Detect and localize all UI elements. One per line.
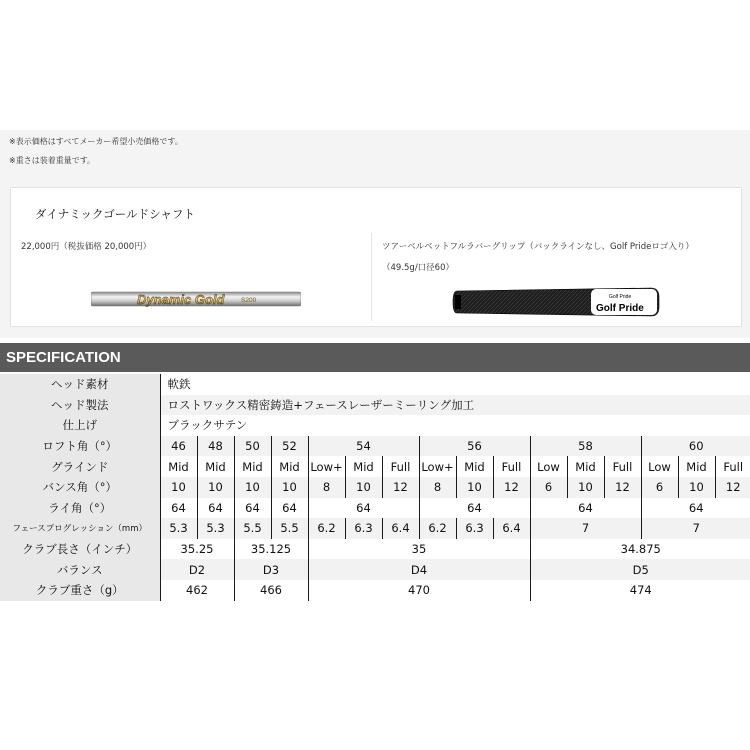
row-label: ヘッド製法	[0, 395, 160, 416]
spec-cell: Mid	[678, 456, 715, 477]
row-label: ライ角（°）	[0, 498, 160, 519]
spec-cell: Mid	[345, 456, 382, 477]
spec-cell: D3	[234, 559, 308, 580]
shaft-image	[91, 289, 301, 309]
spec-cell: Full	[604, 456, 641, 477]
spec-cell: 10	[678, 477, 715, 498]
row-label: ロフト角（°）	[0, 436, 160, 457]
row-label: バンス角（°）	[0, 477, 160, 498]
spec-row-length	[0, 539, 750, 560]
spec-cell: 6	[641, 477, 678, 498]
spec-cell: 10	[160, 477, 197, 498]
spec-row-finish	[0, 415, 750, 436]
spec-cell: 7	[530, 518, 641, 539]
spec-title: SPECIFICATION	[0, 343, 750, 372]
spec-cell: 60	[641, 436, 750, 457]
spec-row-weight	[0, 580, 750, 601]
spec-cell: 5.5	[234, 518, 271, 539]
spec-cell: 46	[160, 436, 197, 457]
spec-cell: 56	[419, 436, 530, 457]
spec-cell: 7	[641, 518, 750, 539]
spec-cell: Mid	[197, 456, 234, 477]
spec-cell: Mid	[234, 456, 271, 477]
spec-cell: 6.2	[419, 518, 456, 539]
row-label: フェースプログレッション（mm）	[0, 518, 160, 539]
spec-cell: 64	[271, 498, 308, 519]
shaft-brand-text: Dynamic Gold	[137, 292, 225, 307]
spec-cell: 64	[641, 498, 750, 519]
spec-cell: Low+	[419, 456, 456, 477]
spec-cell: 10	[456, 477, 493, 498]
spec-cell: Mid	[567, 456, 604, 477]
spec-cell: 52	[271, 436, 308, 457]
row-label: ヘッド素材	[0, 374, 160, 395]
spec-row-grind	[0, 456, 750, 477]
spec-cell: 64	[197, 498, 234, 519]
spec-cell: 5.3	[197, 518, 234, 539]
spec-cell: Full	[382, 456, 419, 477]
grip-description: ツアーベルベットフルラバーグリップ（バックラインなし、Golf Prideロゴ入り）	[382, 242, 694, 252]
spec-row-head-process	[0, 395, 750, 416]
svg-text:Golf Pride: Golf Pride	[609, 294, 632, 300]
spec-row-progression	[0, 518, 750, 539]
spec-cell: 8	[308, 477, 345, 498]
spec-cell: 6.4	[382, 518, 419, 539]
spec-cell: Full	[715, 456, 750, 477]
spec-cell: 48	[197, 436, 234, 457]
spec-cell: 5.5	[271, 518, 308, 539]
spec-cell: Low	[530, 456, 567, 477]
grip-spec: （49.5g/口径60）	[382, 263, 455, 273]
grip-brand-text: Golf Pride	[596, 303, 644, 314]
row-label: バランス	[0, 559, 160, 580]
spec-cell: Low	[641, 456, 678, 477]
spec-cell: 474	[530, 580, 750, 601]
row-value: ブラックサテン	[160, 415, 750, 436]
spec-cell: 6.2	[308, 518, 345, 539]
spec-cell: 6	[530, 477, 567, 498]
spec-cell: 10	[197, 477, 234, 498]
spec-cell: 12	[715, 477, 750, 498]
spec-cell: Mid	[456, 456, 493, 477]
spec-cell: 64	[530, 498, 641, 519]
spec-table	[0, 374, 750, 601]
spec-cell: 10	[271, 477, 308, 498]
spec-cell: 64	[419, 498, 530, 519]
spec-row-balance	[0, 559, 750, 580]
spec-cell: 10	[234, 477, 271, 498]
price-note: ※表示価格はすべてメーカー希望小売価格です。	[9, 137, 183, 146]
spec-row-head-material	[0, 374, 750, 395]
spec-cell: 10	[567, 477, 604, 498]
spec-cell: 35	[308, 539, 530, 560]
spec-cell: 64	[308, 498, 419, 519]
spec-row-lie	[0, 498, 750, 519]
shaft-price: 22,000円（税抜価格 20,000円）	[21, 242, 152, 252]
grip-image	[451, 285, 661, 319]
spec-cell: 64	[234, 498, 271, 519]
spec-cell: D4	[308, 559, 530, 580]
spec-cell: 466	[234, 580, 308, 601]
spec-cell: 35.125	[234, 539, 308, 560]
spec-cell: 8	[419, 477, 456, 498]
spec-cell: 6.4	[493, 518, 530, 539]
spec-cell: 50	[234, 436, 271, 457]
weight-note: ※重さは装着重量です。	[9, 156, 96, 165]
spec-cell: Full	[493, 456, 530, 477]
spec-cell: 470	[308, 580, 530, 601]
spec-cell: 34.875	[530, 539, 750, 560]
shaft-title: ダイナミックゴールドシャフト	[35, 207, 195, 221]
spec-cell: Mid	[160, 456, 197, 477]
spec-cell: 6.3	[345, 518, 382, 539]
spec-cell: 12	[493, 477, 530, 498]
spec-cell: 6.3	[456, 518, 493, 539]
spec-cell: 12	[604, 477, 641, 498]
row-label: グラインド	[0, 456, 160, 477]
spec-row-bounce	[0, 477, 750, 498]
spec-cell: Low+	[308, 456, 345, 477]
row-label: クラブ長さ（インチ）	[0, 539, 160, 560]
row-label: 仕上げ	[0, 415, 160, 436]
spec-cell: 5.3	[160, 518, 197, 539]
shaft-grip-card	[10, 187, 742, 327]
shaft-flex-text: S200	[241, 297, 257, 304]
row-value: 軟鉄	[160, 374, 750, 395]
row-value: ロストワックス精密鋳造+フェースレーザーミーリング加工	[160, 395, 750, 416]
spec-cell: 12	[382, 477, 419, 498]
spec-cell: 10	[345, 477, 382, 498]
spec-row-loft	[0, 436, 750, 457]
spec-cell: 462	[160, 580, 234, 601]
spec-cell: Mid	[271, 456, 308, 477]
spec-cell: 58	[530, 436, 641, 457]
spec-cell: 54	[308, 436, 419, 457]
card-divider	[371, 233, 372, 321]
row-label: クラブ重さ（g）	[0, 580, 160, 601]
spec-cell: D5	[530, 559, 750, 580]
spec-cell: D2	[160, 559, 234, 580]
spec-cell: 64	[160, 498, 197, 519]
spec-cell: 35.25	[160, 539, 234, 560]
